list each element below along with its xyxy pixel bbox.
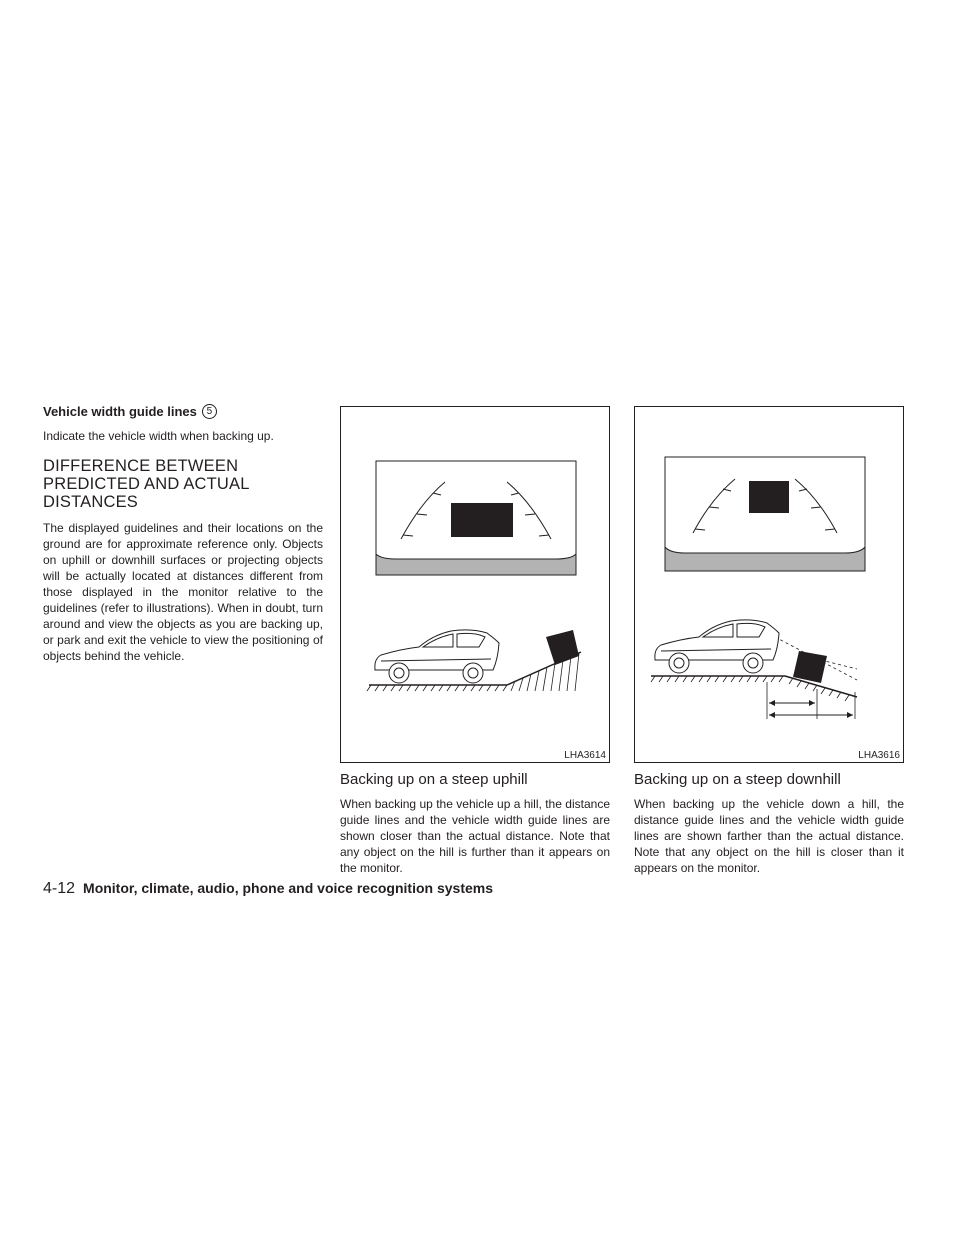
subheading-text: Indicate the vehicle width when backing up. bbox=[43, 429, 274, 443]
page-footer bbox=[43, 880, 493, 898]
figure-uphill bbox=[340, 406, 610, 763]
object-on-hill bbox=[793, 651, 827, 683]
caption-body: When backing up the vehicle down a hill, the distance guide lines and the vehicle width guide lines are shown farther than the actual distance. Note that any object on the hill is closer than it appears on the monitor. bbox=[634, 797, 904, 875]
figure-code: LHA3614 bbox=[564, 750, 606, 761]
object-on-monitor bbox=[451, 503, 513, 537]
figure-downhill bbox=[634, 406, 904, 763]
monitor-screen bbox=[376, 461, 576, 575]
page-number: 4-12 bbox=[43, 880, 76, 897]
left-column bbox=[43, 404, 323, 664]
caption-uphill bbox=[340, 771, 610, 876]
object-on-hill bbox=[546, 630, 579, 665]
caption-title: Backing up on a steep downhill bbox=[634, 771, 841, 788]
object-on-monitor bbox=[749, 481, 789, 513]
caption-body: When backing up the vehicle up a hill, the distance guide lines and the vehicle width guide lines are shown closer than the actual distance. Note that any object on the hill is further than it appears on the monitor. bbox=[340, 797, 610, 875]
subheading-label: Vehicle width guide lines bbox=[43, 404, 197, 419]
section-body: The displayed guidelines and their locations on the ground are for approximate reference only. Objects on uphill or downhill surfaces or projecting objects will be actually located at distances different from those displayed in the monitor relative to the guidelines (refer to illustrations). When in doubt, turn around and view the objects as you are backing up, or park and exit the vehicle to view the positioning of objects behind the vehicle. bbox=[43, 521, 323, 663]
figure-code: LHA3616 bbox=[858, 750, 900, 761]
circled-number-icon: 5 bbox=[202, 404, 217, 419]
monitor-screen bbox=[665, 457, 865, 571]
caption-downhill bbox=[634, 771, 904, 876]
car-icon bbox=[655, 620, 779, 673]
footer-section-title: Monitor, climate, audio, phone and voice recognition systems bbox=[83, 880, 493, 896]
subheading bbox=[43, 404, 323, 419]
uphill-illustration bbox=[341, 407, 611, 764]
downhill-illustration bbox=[635, 407, 905, 764]
caption-title: Backing up on a steep uphill bbox=[340, 771, 528, 788]
section-heading: DIFFERENCE BETWEEN PREDICTED AND ACTUAL DISTANCES bbox=[43, 457, 250, 511]
car-icon bbox=[375, 630, 499, 683]
